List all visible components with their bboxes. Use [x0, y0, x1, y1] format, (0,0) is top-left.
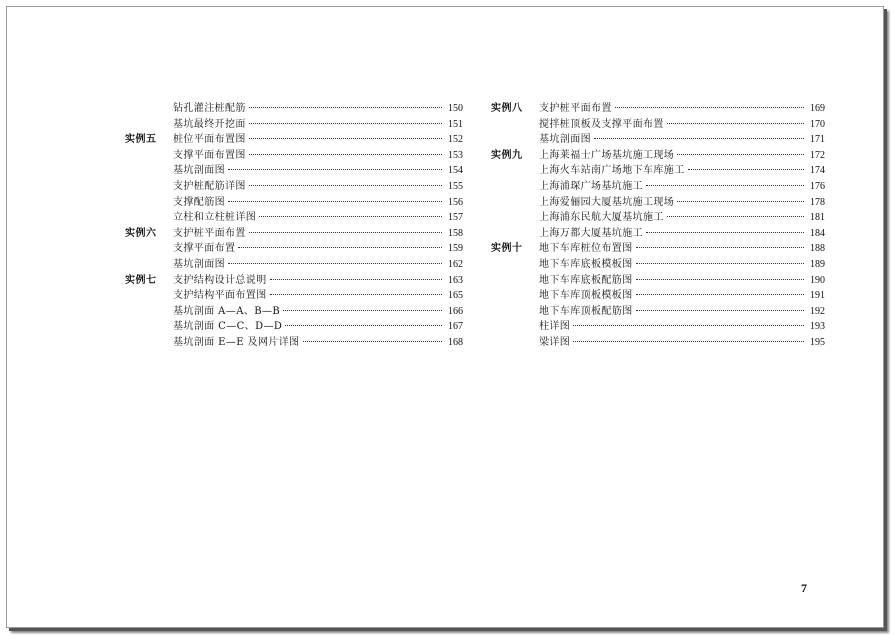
toc-entry — [125, 163, 463, 179]
toc-entry-title: 基坑剖面图 — [173, 165, 225, 177]
toc-entry — [491, 257, 825, 273]
dot-leader — [594, 138, 804, 139]
toc-entry-page: 169 — [810, 103, 825, 114]
toc-entry-page: 153 — [448, 149, 463, 161]
toc-entry-page: 178 — [810, 196, 825, 208]
toc-entry-title: 地下车库桩位布置图 — [539, 243, 633, 255]
toc-entry — [491, 210, 825, 226]
toc-entry — [125, 132, 463, 148]
dot-leader — [667, 123, 804, 124]
toc-entry — [125, 241, 463, 257]
toc-entry-title: 基坑剖面 E—E 及网片详图 — [173, 336, 300, 348]
toc-entry — [125, 226, 463, 242]
toc-entry — [125, 319, 463, 335]
toc-entry-title: 柱详图 — [539, 321, 571, 333]
dot-leader — [646, 232, 804, 233]
toc-entry-title: 支护结构平面布置图 — [173, 290, 267, 302]
dot-leader — [270, 294, 442, 295]
toc-entry-title: 支护桩配筋详图 — [173, 180, 246, 192]
toc-entry-page: 150 — [448, 103, 463, 114]
toc-entry-page: 190 — [810, 274, 825, 286]
dot-leader — [646, 185, 804, 186]
toc-entry — [491, 304, 825, 320]
toc-entry — [125, 179, 463, 195]
toc-entry-title: 支护结构设计总说明 — [173, 274, 267, 286]
toc-entry-title: 基坑剖面 A—A、B—B — [173, 305, 281, 317]
toc-entry-page: 157 — [448, 212, 463, 224]
toc-entry-page: 188 — [810, 243, 825, 255]
toc-entry-title: 地下车库底板模板图 — [539, 258, 633, 270]
toc-entry-title: 钻孔灌注桩配筋 — [173, 103, 246, 114]
toc-example-label: 实例七 — [125, 274, 157, 286]
toc-entry — [125, 335, 463, 351]
dot-leader — [259, 216, 442, 217]
toc-entry-title: 支护桩平面布置 — [173, 227, 246, 239]
dot-leader — [285, 325, 442, 326]
toc-example-label: 实例五 — [125, 134, 157, 146]
toc-entry-page: 181 — [810, 212, 825, 224]
dot-leader — [283, 310, 442, 311]
toc-entry-title: 地下车库顶板模板图 — [539, 290, 633, 302]
toc-entry-page: 167 — [448, 321, 463, 333]
toc-entry — [491, 163, 825, 179]
toc-entry-title: 搅拌桩顶板及支撑平面布置 — [539, 118, 664, 130]
toc-entry-page: 192 — [810, 305, 825, 317]
toc-entry-page: 189 — [810, 258, 825, 270]
toc-entry-page: 154 — [448, 165, 463, 177]
toc-entry — [491, 241, 825, 257]
toc-entry-page: 158 — [448, 227, 463, 239]
toc-entry-title: 上海浦东民航大厦基坑施工 — [539, 212, 664, 224]
toc-entry — [491, 335, 825, 351]
toc-entry-page: 156 — [448, 196, 463, 208]
dot-leader — [228, 169, 442, 170]
toc-entry — [125, 148, 463, 164]
toc-entry-title: 基坑剖面 C—C、D—D — [173, 321, 283, 333]
toc-entry — [491, 101, 825, 117]
toc-entry-title: 基坑最终开挖面 — [173, 118, 246, 130]
dot-leader — [677, 201, 804, 202]
toc-left-column — [125, 101, 463, 351]
toc-entry-title: 支撑配筋图 — [173, 196, 225, 208]
toc-entry — [491, 226, 825, 242]
toc-entry — [491, 273, 825, 289]
toc-entry-page: 176 — [810, 180, 825, 192]
toc-entry-title: 支撑平面布置 — [173, 243, 236, 255]
toc-entry-page: 165 — [448, 290, 463, 302]
dot-leader — [249, 123, 442, 124]
toc-entry — [491, 132, 825, 148]
toc-entry-title: 基坑剖面图 — [173, 258, 225, 270]
toc-entry — [125, 195, 463, 211]
toc-entry-page: 191 — [810, 290, 825, 302]
toc-entry-title: 上海浦琛广场基坑施工 — [539, 180, 643, 192]
dot-leader — [249, 154, 442, 155]
toc-example-label: 实例八 — [491, 103, 523, 114]
dot-leader — [270, 279, 442, 280]
toc-entry — [491, 148, 825, 164]
toc-example-label: 实例十 — [491, 243, 523, 255]
toc-entry-page: 172 — [810, 149, 825, 161]
toc-entry — [125, 288, 463, 304]
dot-leader — [573, 325, 804, 326]
dot-leader — [615, 107, 804, 108]
toc-entry-page: 151 — [448, 118, 463, 130]
toc-right-column — [491, 101, 825, 351]
dot-leader — [667, 216, 804, 217]
toc-entry-title: 地下车库顶板配筋图 — [539, 305, 633, 317]
toc-entry — [125, 117, 463, 133]
dot-leader — [636, 294, 804, 295]
dot-leader — [636, 263, 804, 264]
toc-entry-page: 152 — [448, 134, 463, 146]
toc-entry-page: 159 — [448, 243, 463, 255]
toc-entry — [491, 319, 825, 335]
toc-entry-page: 195 — [810, 336, 825, 348]
dot-leader — [573, 341, 804, 342]
toc-entry-title: 桩位平面布置图 — [173, 134, 246, 146]
toc-entry-title: 支撑平面布置图 — [173, 149, 246, 161]
toc-entry-page: 163 — [448, 274, 463, 286]
dot-leader — [636, 247, 804, 248]
toc-entry — [125, 257, 463, 273]
toc-entry-page: 171 — [810, 134, 825, 146]
toc-entry-title: 上海莱福士广场基坑施工现场 — [539, 149, 675, 161]
toc-example-label: 实例六 — [125, 227, 157, 239]
toc-entry — [491, 288, 825, 304]
toc-entry — [491, 117, 825, 133]
dot-leader — [228, 201, 442, 202]
page-number: 7 — [801, 581, 807, 595]
toc-entry-page: 184 — [810, 227, 825, 239]
toc-entry-page: 166 — [448, 305, 463, 317]
toc-entry-title: 基坑剖面图 — [539, 134, 591, 146]
toc-entry-title: 立柱和立柱桩详图 — [173, 212, 257, 224]
dot-leader — [249, 232, 442, 233]
dot-leader — [249, 138, 442, 139]
dot-leader — [636, 279, 804, 280]
toc-entry-title: 梁详图 — [539, 336, 571, 348]
dot-leader — [228, 263, 442, 264]
dot-leader — [303, 341, 442, 342]
dot-leader — [688, 169, 804, 170]
toc-entry — [491, 195, 825, 211]
toc-entry-page: 162 — [448, 258, 463, 270]
dot-leader — [636, 310, 804, 311]
toc-entry — [125, 273, 463, 289]
dot-leader — [677, 154, 804, 155]
dot-leader — [238, 247, 442, 248]
toc-entry — [125, 101, 463, 117]
dot-leader — [249, 185, 442, 186]
toc-entry-page: 170 — [810, 118, 825, 130]
toc-entry-title: 上海爱俪园大厦基坑施工现场 — [539, 196, 675, 208]
toc-entry-page: 155 — [448, 180, 463, 192]
toc-entry-title: 支护桩平面布置 — [539, 103, 612, 114]
toc-entry — [125, 304, 463, 320]
toc-entry — [491, 179, 825, 195]
dot-leader — [249, 107, 442, 108]
toc-entry-page: 193 — [810, 321, 825, 333]
toc-example-label: 实例九 — [491, 149, 523, 161]
toc-entry-title: 上海火车站南广场地下车库施工 — [539, 165, 685, 177]
toc-entry-page: 174 — [810, 165, 825, 177]
toc-entry-title: 地下车库底板配筋图 — [539, 274, 633, 286]
document-page — [6, 6, 884, 628]
toc-entry — [125, 210, 463, 226]
toc-entry-title: 上海万都大厦基坑施工 — [539, 227, 643, 239]
toc-entry-page: 168 — [448, 336, 463, 348]
